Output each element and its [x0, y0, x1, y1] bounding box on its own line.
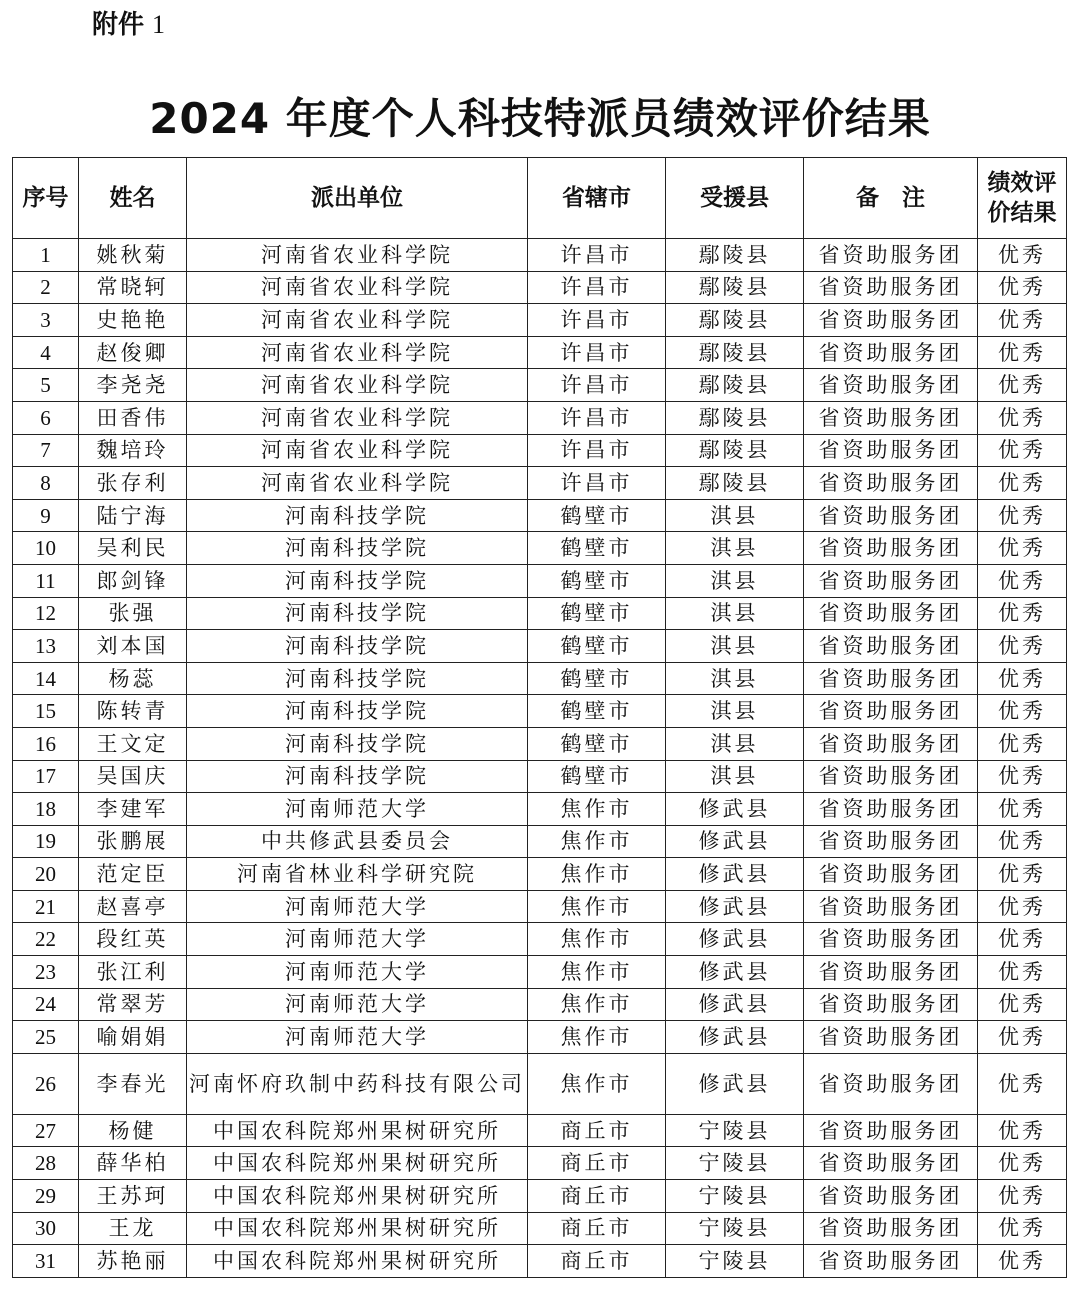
cell-county: 宁陵县: [666, 1212, 804, 1245]
cell-city: 许昌市: [528, 336, 666, 369]
cell-seq: 6: [13, 401, 79, 434]
cell-name: 张江利: [79, 956, 187, 989]
cell-county: 修武县: [666, 988, 804, 1021]
cell-name: 吴国庆: [79, 760, 187, 793]
cell-name: 张强: [79, 597, 187, 630]
cell-city: 许昌市: [528, 369, 666, 402]
cell-seq: 15: [13, 695, 79, 728]
cell-county: 鄢陵县: [666, 336, 804, 369]
cell-name: 常晓轲: [79, 271, 187, 304]
cell-unit: 河南师范大学: [187, 956, 528, 989]
cell-result: 优秀: [978, 695, 1067, 728]
cell-result: 优秀: [978, 336, 1067, 369]
cell-city: 鹤壁市: [528, 727, 666, 760]
cell-unit: 河南科技学院: [187, 662, 528, 695]
cell-remark: 省资助服务团: [804, 304, 978, 337]
cell-seq: 2: [13, 271, 79, 304]
cell-name: 段红英: [79, 923, 187, 956]
table-row: [13, 1245, 1067, 1278]
cell-name: 魏培玲: [79, 434, 187, 467]
attachment-label: [92, 4, 165, 41]
cell-county: 宁陵县: [666, 1245, 804, 1278]
cell-remark: 省资助服务团: [804, 564, 978, 597]
cell-result: 优秀: [978, 564, 1067, 597]
cell-name: 常翠芳: [79, 988, 187, 1021]
cell-result: 优秀: [978, 304, 1067, 337]
cell-seq: 9: [13, 499, 79, 532]
table-row: [13, 271, 1067, 304]
cell-city: 商丘市: [528, 1180, 666, 1213]
cell-seq: 10: [13, 532, 79, 565]
cell-city: 鹤壁市: [528, 695, 666, 728]
cell-county: 宁陵县: [666, 1180, 804, 1213]
cell-result: 优秀: [978, 662, 1067, 695]
cell-unit: 河南师范大学: [187, 890, 528, 923]
cell-seq: 7: [13, 434, 79, 467]
table-row: [13, 532, 1067, 565]
cell-remark: 省资助服务团: [804, 662, 978, 695]
cell-name: 陈转青: [79, 695, 187, 728]
cell-remark: 省资助服务团: [804, 793, 978, 826]
cell-county: 鄢陵县: [666, 434, 804, 467]
cell-remark: 省资助服务团: [804, 760, 978, 793]
cell-seq: 22: [13, 923, 79, 956]
cell-unit: 河南师范大学: [187, 793, 528, 826]
cell-seq: 11: [13, 564, 79, 597]
cell-city: 鹤壁市: [528, 662, 666, 695]
cell-remark: 省资助服务团: [804, 1147, 978, 1180]
cell-result: 优秀: [978, 727, 1067, 760]
cell-county: 淇县: [666, 597, 804, 630]
cell-seq: 3: [13, 304, 79, 337]
cell-name: 李春光: [79, 1053, 187, 1114]
table-body: [13, 239, 1067, 1278]
cell-name: 吴利民: [79, 532, 187, 565]
cell-name: 郎剑锋: [79, 564, 187, 597]
cell-seq: 1: [13, 239, 79, 272]
cell-seq: 26: [13, 1053, 79, 1114]
cell-county: 修武县: [666, 890, 804, 923]
header-unit: 派出单位: [187, 158, 528, 239]
cell-name: 杨健: [79, 1114, 187, 1147]
table-row: [13, 890, 1067, 923]
cell-remark: 省资助服务团: [804, 1180, 978, 1213]
cell-remark: 省资助服务团: [804, 336, 978, 369]
cell-seq: 19: [13, 825, 79, 858]
cell-county: 淇县: [666, 630, 804, 663]
cell-seq: 12: [13, 597, 79, 630]
table-row: [13, 499, 1067, 532]
cell-remark: 省资助服务团: [804, 1021, 978, 1054]
cell-city: 焦作市: [528, 793, 666, 826]
cell-county: 淇县: [666, 727, 804, 760]
cell-county: 修武县: [666, 956, 804, 989]
table-row: [13, 825, 1067, 858]
cell-county: 鄢陵县: [666, 239, 804, 272]
cell-remark: 省资助服务团: [804, 1212, 978, 1245]
header-seq: 序号: [13, 158, 79, 239]
cell-remark: 省资助服务团: [804, 1245, 978, 1278]
cell-county: 修武县: [666, 858, 804, 891]
cell-seq: 4: [13, 336, 79, 369]
header-county: 受援县: [666, 158, 804, 239]
cell-seq: 16: [13, 727, 79, 760]
cell-county: 修武县: [666, 1021, 804, 1054]
cell-remark: 省资助服务团: [804, 597, 978, 630]
cell-remark: 省资助服务团: [804, 988, 978, 1021]
cell-result: 优秀: [978, 988, 1067, 1021]
cell-remark: 省资助服务团: [804, 695, 978, 728]
table-row: [13, 304, 1067, 337]
cell-unit: 河南科技学院: [187, 727, 528, 760]
cell-seq: 8: [13, 467, 79, 500]
cell-unit: 河南省农业科学院: [187, 336, 528, 369]
cell-city: 鹤壁市: [528, 499, 666, 532]
cell-name: 张鹏展: [79, 825, 187, 858]
cell-county: 修武县: [666, 923, 804, 956]
cell-city: 许昌市: [528, 239, 666, 272]
cell-unit: 河南师范大学: [187, 1021, 528, 1054]
table-row: [13, 369, 1067, 402]
cell-remark: 省资助服务团: [804, 271, 978, 304]
cell-result: 优秀: [978, 401, 1067, 434]
cell-unit: 中国农科院郑州果树研究所: [187, 1147, 528, 1180]
cell-unit: 河南省农业科学院: [187, 271, 528, 304]
cell-county: 淇县: [666, 760, 804, 793]
table-row: [13, 401, 1067, 434]
cell-name: 赵喜亭: [79, 890, 187, 923]
cell-name: 杨蕊: [79, 662, 187, 695]
table-row: [13, 923, 1067, 956]
cell-seq: 14: [13, 662, 79, 695]
cell-remark: 省资助服务团: [804, 858, 978, 891]
cell-unit: 河南科技学院: [187, 630, 528, 663]
cell-county: 宁陵县: [666, 1114, 804, 1147]
cell-county: 淇县: [666, 532, 804, 565]
cell-result: 优秀: [978, 499, 1067, 532]
cell-seq: 28: [13, 1147, 79, 1180]
cell-name: 王文定: [79, 727, 187, 760]
results-table: [12, 157, 1067, 1278]
cell-seq: 24: [13, 988, 79, 1021]
cell-result: 优秀: [978, 1180, 1067, 1213]
cell-seq: 17: [13, 760, 79, 793]
cell-remark: 省资助服务团: [804, 956, 978, 989]
cell-remark: 省资助服务团: [804, 630, 978, 663]
table-row: [13, 1212, 1067, 1245]
cell-unit: 河南科技学院: [187, 760, 528, 793]
cell-remark: 省资助服务团: [804, 532, 978, 565]
cell-result: 优秀: [978, 369, 1067, 402]
cell-county: 鄢陵县: [666, 271, 804, 304]
header-remark: 备 注: [804, 158, 978, 239]
cell-name: 李尧尧: [79, 369, 187, 402]
cell-unit: 河南省农业科学院: [187, 369, 528, 402]
cell-name: 姚秋菊: [79, 239, 187, 272]
cell-seq: 13: [13, 630, 79, 663]
table-row: [13, 434, 1067, 467]
cell-result: 优秀: [978, 239, 1067, 272]
header-name: 姓名: [79, 158, 187, 239]
cell-city: 焦作市: [528, 825, 666, 858]
cell-result: 优秀: [978, 467, 1067, 500]
cell-city: 许昌市: [528, 467, 666, 500]
cell-city: 焦作市: [528, 1021, 666, 1054]
table-row: [13, 467, 1067, 500]
cell-seq: 18: [13, 793, 79, 826]
cell-city: 许昌市: [528, 434, 666, 467]
cell-remark: 省资助服务团: [804, 499, 978, 532]
table-row: [13, 956, 1067, 989]
cell-result: 优秀: [978, 1021, 1067, 1054]
cell-city: 鹤壁市: [528, 597, 666, 630]
cell-city: 许昌市: [528, 271, 666, 304]
cell-unit: 中国农科院郑州果树研究所: [187, 1245, 528, 1278]
cell-result: 优秀: [978, 760, 1067, 793]
cell-unit: 河南科技学院: [187, 695, 528, 728]
cell-city: 商丘市: [528, 1114, 666, 1147]
cell-unit: 河南省林业科学研究院: [187, 858, 528, 891]
cell-name: 王龙: [79, 1212, 187, 1245]
cell-seq: 25: [13, 1021, 79, 1054]
cell-unit: 中国农科院郑州果树研究所: [187, 1114, 528, 1147]
cell-remark: 省资助服务团: [804, 369, 978, 402]
cell-name: 赵俊卿: [79, 336, 187, 369]
cell-result: 优秀: [978, 825, 1067, 858]
cell-remark: 省资助服务团: [804, 727, 978, 760]
cell-unit: 河南省农业科学院: [187, 467, 528, 500]
cell-name: 薛华柏: [79, 1147, 187, 1180]
cell-city: 焦作市: [528, 988, 666, 1021]
cell-name: 喻娟娟: [79, 1021, 187, 1054]
cell-name: 张存利: [79, 467, 187, 500]
cell-unit: 河南科技学院: [187, 597, 528, 630]
cell-city: 焦作市: [528, 858, 666, 891]
attachment-text: 附件: [92, 10, 145, 40]
table-row: [13, 760, 1067, 793]
cell-name: 田香伟: [79, 401, 187, 434]
cell-result: 优秀: [978, 1245, 1067, 1278]
cell-unit: 河南省农业科学院: [187, 434, 528, 467]
cell-city: 商丘市: [528, 1212, 666, 1245]
cell-unit: 中共修武县委员会: [187, 825, 528, 858]
table-row: [13, 988, 1067, 1021]
cell-city: 焦作市: [528, 890, 666, 923]
cell-result: 优秀: [978, 1053, 1067, 1114]
table-row: [13, 793, 1067, 826]
cell-city: 鹤壁市: [528, 564, 666, 597]
cell-county: 淇县: [666, 695, 804, 728]
table-row: [13, 336, 1067, 369]
table-row: [13, 630, 1067, 663]
cell-seq: 27: [13, 1114, 79, 1147]
table-row: [13, 564, 1067, 597]
cell-result: 优秀: [978, 271, 1067, 304]
cell-result: 优秀: [978, 630, 1067, 663]
cell-remark: 省资助服务团: [804, 923, 978, 956]
cell-unit: 河南怀府玖制中药科技有限公司: [187, 1053, 528, 1114]
cell-unit: 河南科技学院: [187, 499, 528, 532]
cell-city: 焦作市: [528, 956, 666, 989]
cell-seq: 31: [13, 1245, 79, 1278]
header-result: 绩效评价结果: [978, 158, 1067, 239]
table-row: [13, 858, 1067, 891]
cell-result: 优秀: [978, 793, 1067, 826]
cell-city: 鹤壁市: [528, 760, 666, 793]
cell-unit: 中国农科院郑州果树研究所: [187, 1180, 528, 1213]
cell-name: 刘本国: [79, 630, 187, 663]
cell-city: 焦作市: [528, 923, 666, 956]
cell-unit: 河南科技学院: [187, 564, 528, 597]
cell-unit: 河南省农业科学院: [187, 304, 528, 337]
cell-remark: 省资助服务团: [804, 239, 978, 272]
cell-name: 王苏珂: [79, 1180, 187, 1213]
cell-county: 宁陵县: [666, 1147, 804, 1180]
cell-seq: 23: [13, 956, 79, 989]
cell-remark: 省资助服务团: [804, 401, 978, 434]
cell-name: 李建军: [79, 793, 187, 826]
table-row: [13, 1053, 1067, 1114]
cell-result: 优秀: [978, 532, 1067, 565]
cell-county: 鄢陵县: [666, 467, 804, 500]
cell-county: 淇县: [666, 499, 804, 532]
cell-name: 史艳艳: [79, 304, 187, 337]
cell-remark: 省资助服务团: [804, 890, 978, 923]
cell-unit: 河南省农业科学院: [187, 401, 528, 434]
cell-result: 优秀: [978, 597, 1067, 630]
cell-county: 修武县: [666, 1053, 804, 1114]
header-row: [13, 158, 1067, 239]
cell-unit: 中国农科院郑州果树研究所: [187, 1212, 528, 1245]
cell-seq: 5: [13, 369, 79, 402]
cell-county: 修武县: [666, 825, 804, 858]
cell-city: 商丘市: [528, 1245, 666, 1278]
cell-name: 范定臣: [79, 858, 187, 891]
table-row: [13, 239, 1067, 272]
cell-remark: 省资助服务团: [804, 825, 978, 858]
cell-county: 鄢陵县: [666, 401, 804, 434]
cell-seq: 29: [13, 1180, 79, 1213]
cell-city: 焦作市: [528, 1053, 666, 1114]
cell-result: 优秀: [978, 923, 1067, 956]
cell-city: 许昌市: [528, 401, 666, 434]
cell-county: 修武县: [666, 793, 804, 826]
cell-result: 优秀: [978, 434, 1067, 467]
cell-remark: 省资助服务团: [804, 1053, 978, 1114]
cell-remark: 省资助服务团: [804, 1114, 978, 1147]
cell-remark: 省资助服务团: [804, 467, 978, 500]
table-row: [13, 1147, 1067, 1180]
cell-unit: 河南省农业科学院: [187, 239, 528, 272]
cell-unit: 河南师范大学: [187, 923, 528, 956]
cell-city: 商丘市: [528, 1147, 666, 1180]
page-title: 2024 年度个人科技特派员绩效评价结果: [149, 94, 931, 143]
cell-name: 陆宁海: [79, 499, 187, 532]
table-row: [13, 662, 1067, 695]
cell-result: 优秀: [978, 890, 1067, 923]
cell-city: 鹤壁市: [528, 630, 666, 663]
cell-seq: 30: [13, 1212, 79, 1245]
cell-name: 苏艳丽: [79, 1245, 187, 1278]
cell-city: 许昌市: [528, 304, 666, 337]
cell-seq: 21: [13, 890, 79, 923]
cell-result: 优秀: [978, 956, 1067, 989]
cell-result: 优秀: [978, 858, 1067, 891]
table-row: [13, 1021, 1067, 1054]
cell-unit: 河南师范大学: [187, 988, 528, 1021]
attachment-number: 1: [152, 10, 166, 39]
cell-result: 优秀: [978, 1114, 1067, 1147]
cell-seq: 20: [13, 858, 79, 891]
table-row: [13, 597, 1067, 630]
cell-remark: 省资助服务团: [804, 434, 978, 467]
cell-county: 淇县: [666, 564, 804, 597]
table-row: [13, 695, 1067, 728]
header-city: 省辖市: [528, 158, 666, 239]
cell-result: 优秀: [978, 1147, 1067, 1180]
table-row: [13, 1180, 1067, 1213]
table-row: [13, 727, 1067, 760]
cell-result: 优秀: [978, 1212, 1067, 1245]
table-row: [13, 1114, 1067, 1147]
cell-county: 淇县: [666, 662, 804, 695]
cell-unit: 河南科技学院: [187, 532, 528, 565]
cell-county: 鄢陵县: [666, 304, 804, 337]
cell-city: 鹤壁市: [528, 532, 666, 565]
cell-county: 鄢陵县: [666, 369, 804, 402]
